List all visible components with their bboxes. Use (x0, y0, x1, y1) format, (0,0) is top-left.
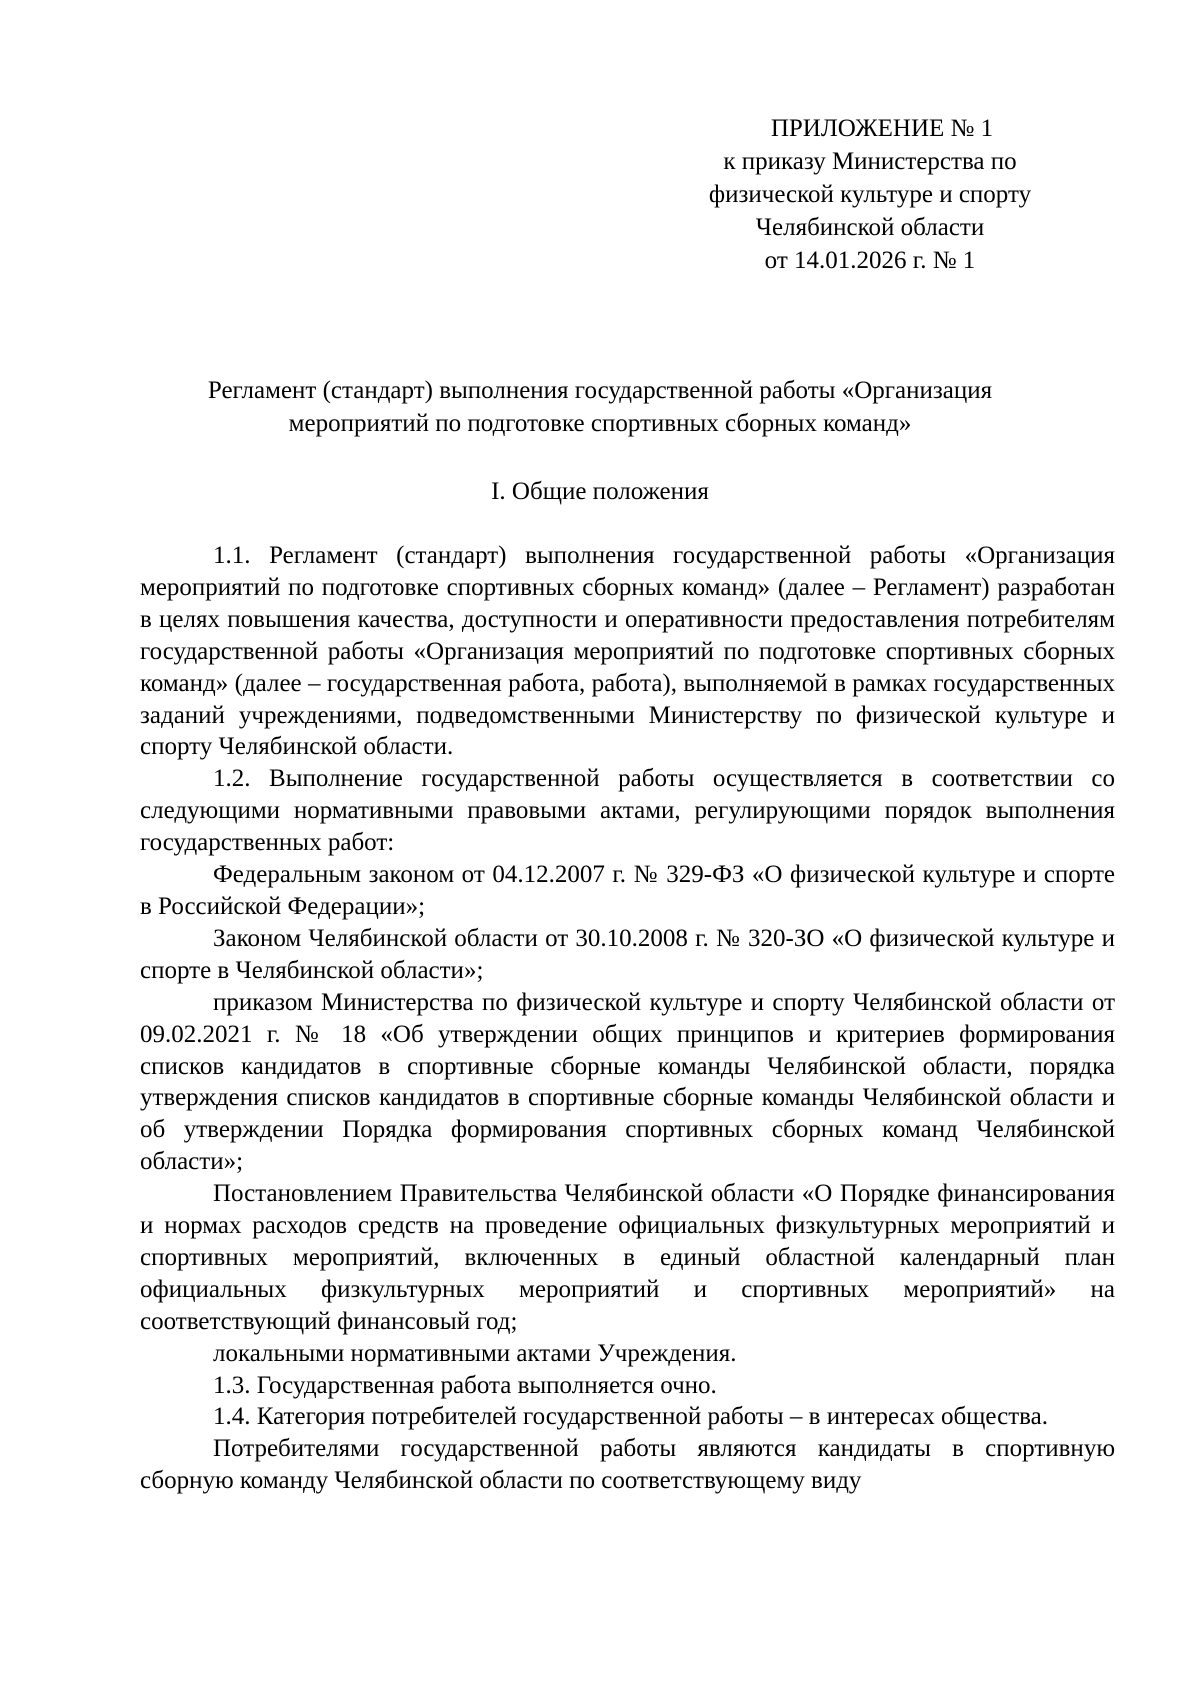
paragraph-1-3: 1.3. Государственная работа выполняется очно. (213, 1371, 717, 1399)
document-title (140, 374, 1060, 440)
document-title-line: Регламент (стандарт) выполнения государственной работы «Организация (207, 377, 993, 404)
paragraph-1-1: 1.1. Регламент (стандарт) выполнения государственной работы «Организация мероприятий по подготовке спортивных сборных команд» (далее – Регламент) разработан в целях повышения качества, доступности и оперативности предоставления потребителям государственной работы «Организация мероприятий по подготовке спортивных сборных команд» (далее – государственная работа, работа), выполняемой в рамках государственных заданий учреждениями, подведомственными Министерству по физической культуре и спорту Челябинской области. (140, 542, 1115, 761)
legal-act-item: локальными нормативными актами Учреждения. (213, 1339, 737, 1367)
legal-act-item: Федеральным законом от 04.12.2007 г. № 329-ФЗ «О физической культуре и спорте в Российской Федерации»; (140, 861, 1115, 920)
appendix-line: к приказу Министерства по (723, 148, 1017, 175)
legal-act-item: Законом Челябинской области от 30.10.2008 г. № 320-ЗО «О физической культуре и спорте в Челябинской области»; (140, 924, 1115, 984)
appendix-title: ПРИЛОЖЕНИЕ № 1 (770, 115, 994, 142)
appendix-date-number: от 14.01.2026 г. № 1 (764, 247, 976, 274)
appendix-line: Челябинской области (755, 214, 985, 241)
legal-act-item: Постановлением Правительства Челябинской области «О Порядке финансирования и нормах расходов средств на проведение официальных физкультурных мероприятий и спортивных мероприятий, включенных в единый областной календарный план официальных физкультурных мероприятий и спортивных мероприятий» на соответствующий финансовый год; (140, 1180, 1115, 1335)
paragraph-1-2: 1.2. Выполнение государственной работы осуществляется в соответствии со следующими нормативными правовыми актами, регулирующими порядок выполнения государственных работ: (140, 765, 1115, 857)
consumers-paragraph: Потребителями государственной работы являются кандидаты в спортивную сборную команду Челябинской области по соответствующему виду (140, 1435, 1115, 1495)
paragraph-1-4: 1.4. Категория потребителей государственной работы – в интересах общества. (213, 1403, 1048, 1431)
legal-act-item: приказом Министерства по физической культуре и спорту Челябинской области от 09.02.2021 г. № 18 «Об утверждении общих принципов и критериев формирования списков кандидатов в спортивные сборные команды Челябинской области, порядка утверждения списков кандидатов в спортивные сборные команды Челябинской области и об утверждении Порядка формирования спортивных сборных команд Челябинской области»; (140, 988, 1115, 1176)
section-heading: I. Общие положения (491, 478, 709, 505)
appendix-header (660, 112, 1080, 277)
document-title-line: мероприятий по подготовке спортивных сборных команд» (288, 410, 912, 437)
document-body (140, 540, 1115, 1497)
appendix-line: физической культуре и спорту (708, 181, 1032, 208)
